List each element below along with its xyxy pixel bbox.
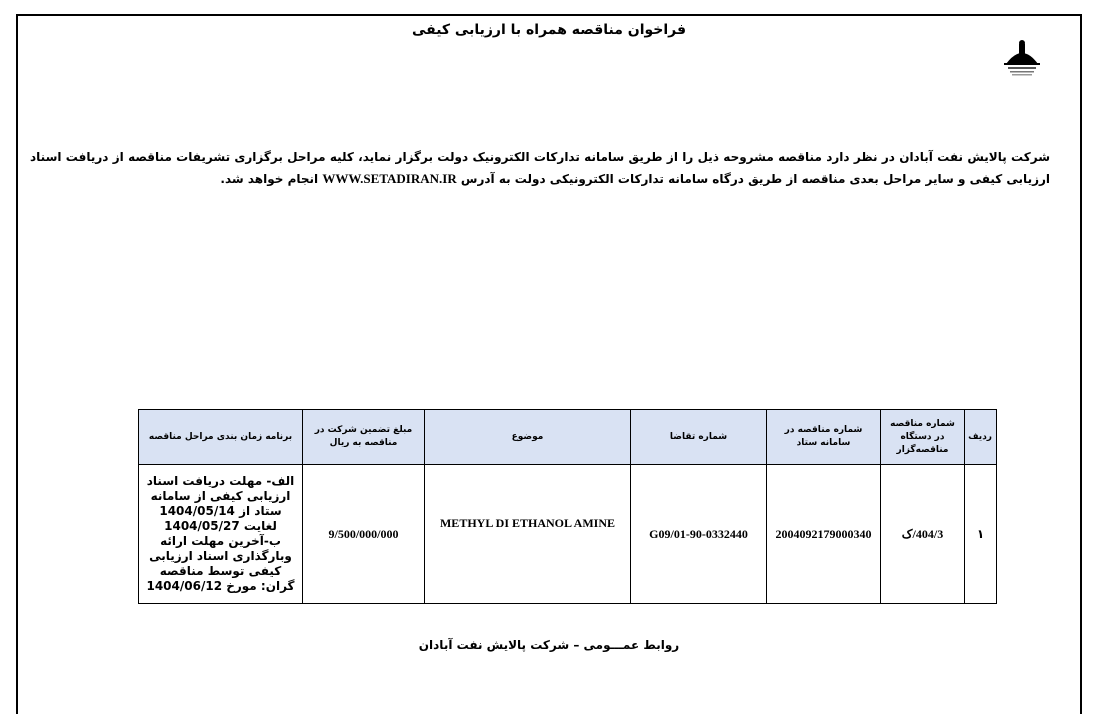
header-setad-tender-no: شماره مناقصه در سامانه ستاد	[767, 410, 881, 465]
schedule-item-a: الف- مهلت دریافت اسناد ارزیابی کیفی از سامانه ستاد از 1404/05/14 لغایت 1404/05/27	[146, 474, 295, 533]
table-row	[139, 465, 997, 604]
tender-table	[138, 409, 997, 604]
cell-request-no: 01-90-0332440/G09	[631, 465, 767, 604]
header-guarantee: مبلغ تضمین شرکت در مناقصه به ریال	[303, 410, 425, 465]
cell-row-no: ۱	[965, 465, 997, 604]
table-header-row	[139, 410, 997, 465]
setad-url-link[interactable]: WWW.SETADIRAN.IR	[322, 171, 457, 186]
header-schedule: برنامه زمان بندی مراحل مناقصه	[139, 410, 303, 465]
page-title: فراخوان مناقصه همراه با ارزیابی کیفی	[411, 22, 687, 38]
schedule-item-b: ب-آخرین مهلت ارائه وبارگذاری اسناد ارزیابی کیفی توسط مناقصه گران: مورخ 1404/06/12	[146, 534, 295, 593]
nioc-logo-icon	[998, 38, 1046, 78]
cell-subject: METHYL DI ETHANOL AMINE	[425, 465, 631, 604]
header-row-no: ردیف	[965, 410, 997, 465]
cell-schedule	[139, 465, 303, 604]
document-frame	[16, 14, 1082, 714]
cell-setad-tender-no: 2004092179000340	[767, 465, 881, 604]
cell-guarantee: 9/500/000/000	[303, 465, 425, 604]
cell-org-tender-no: 404/3/ک	[881, 465, 965, 604]
footer-signature: روابط عمـــومی – شرکت پالایش نفت آبادان	[418, 638, 680, 652]
intro-text: شرکت پالایش نفت آبادان در نظر دارد مناقصه مشروحه ذیل را از طریق سامانه تدارکات الکترونیک دولت برگزار نماید، کلیه مراحل برگزاری تشریفات مناقصه از دریافت اسناد ارزیابی کیفی و سایر مراحل بعدی مناقصه از طریق درگاه سامانه تدارکات الکترونیکی دولت به آدرس	[30, 150, 1050, 186]
header-org-tender-no: شماره مناقصه در دستگاه مناقصه‌گزار	[881, 410, 965, 465]
intro-text-end: انجام خواهد شد.	[220, 172, 319, 186]
header-request-no: شماره تقاضا	[631, 410, 767, 465]
header-subject: موضوع	[425, 410, 631, 465]
intro-paragraph	[30, 146, 1050, 190]
